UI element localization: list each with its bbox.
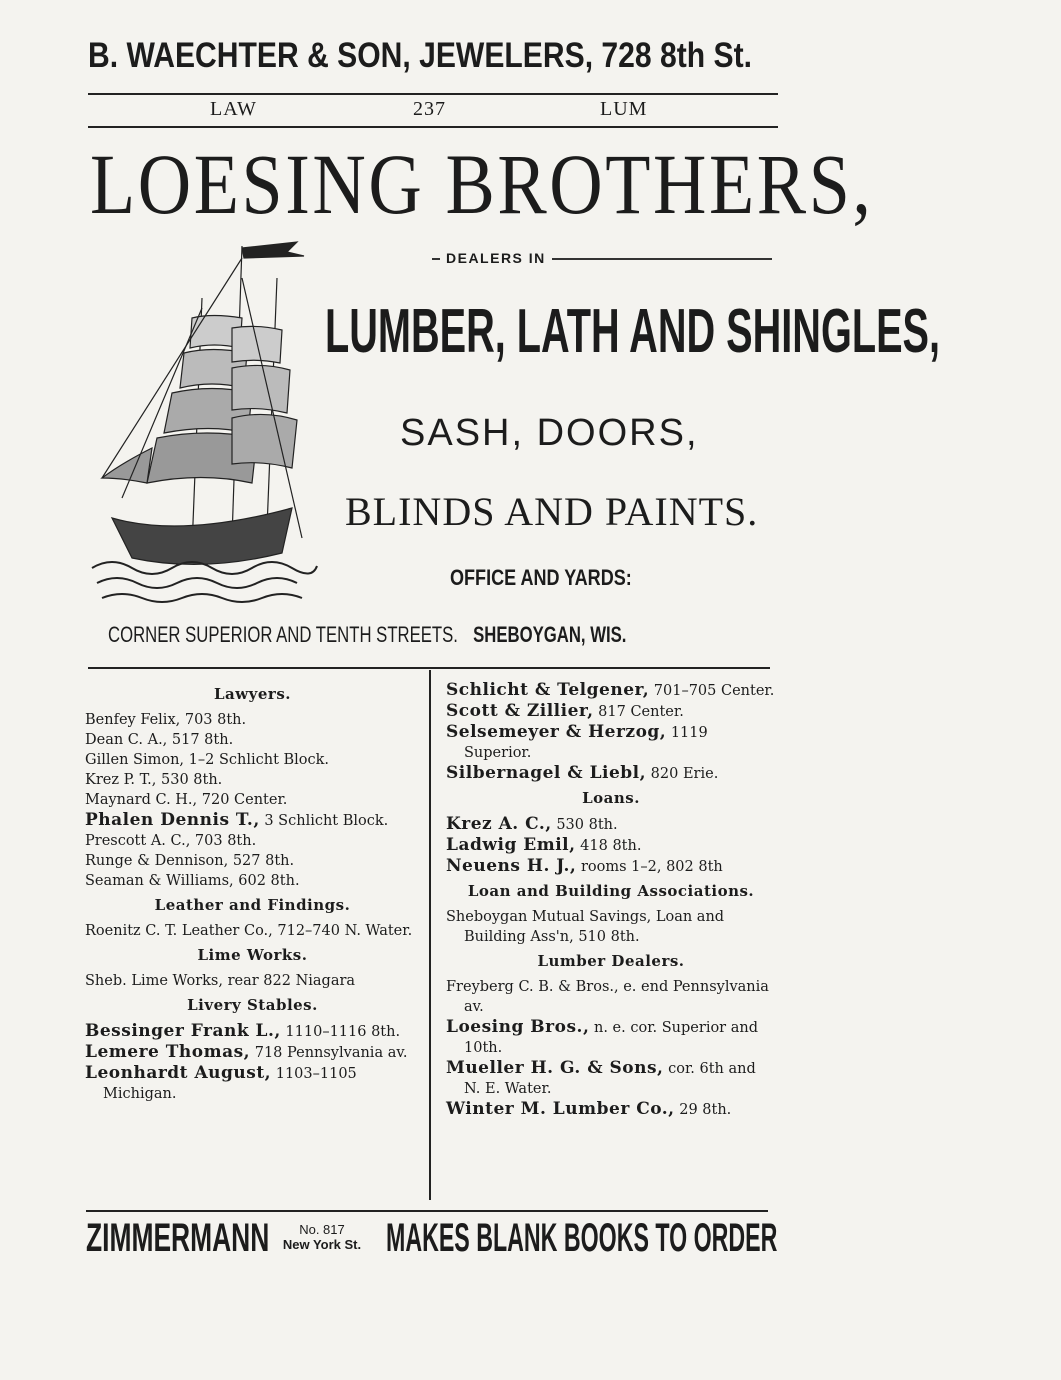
entry-address: 418 8th. [575,838,642,854]
ad-line-blinds: BLINDS AND PAINTS. [345,489,759,534]
ad-line-sash: SASH, DOORS, [400,412,699,454]
list-entry-bold [85,810,420,831]
right-column [446,680,776,1120]
list-entry: Krez P. T., 530 8th. [85,772,223,788]
list-entry: Prescott A. C., 703 8th. [85,833,257,849]
entry-name: Winter M. Lumber Co., [446,1099,675,1119]
section-heading: Livery Stables. [187,996,318,1014]
list-entry-bold [446,1099,776,1120]
list-entry-bold [85,1063,420,1104]
entry-name: Selsemeyer & Herzog, [446,722,667,742]
list-entry-bold [446,1017,776,1058]
section-heading: Lawyers. [213,685,291,703]
entry-name: Krez A. C., [446,814,552,834]
list-entry: Runge & Dennison, 527 8th. [85,853,295,869]
footer-company: ZIMMERMANN [86,1216,270,1260]
header-rule-top [88,93,778,95]
list-entry: Sheboygan Mutual Savings, Loan and Building Ass'n, 510 8th. [446,909,725,945]
ad-bottom-rule [88,667,770,669]
header-right-guide: LUM [600,98,648,120]
section-heading: Loans. [582,789,640,807]
list-entry: Maynard C. H., 720 Center. [85,792,288,808]
entry-address: 1110–1116 8th. [280,1024,401,1040]
ad-street: CORNER SUPERIOR AND TENTH STREETS. [108,622,458,647]
entry-address: 820 Erie. [646,766,719,782]
header-rule-bottom [88,126,778,128]
entry-address: 817 Center. [593,704,684,720]
entry-name: Ladwig Emil, [446,835,576,855]
list-entry-bold [446,835,776,856]
ad-line-lumber: LUMBER, LATH AND SHINGLES, [325,297,941,366]
list-entry: Sheb. Lime Works, rear 822 Niagara [85,973,356,989]
ad-dealers-in: DEALERS IN [440,250,552,266]
list-entry-bold [446,722,776,763]
entry-address: n. e. cor. Superior and 10th. [464,1020,758,1056]
left-column [85,680,420,1104]
entry-name: Lemere Thomas, [85,1042,251,1062]
footer-number: No. 817 [299,1222,345,1237]
entry-address: cor. 6th and N. E. Water. [464,1061,756,1097]
section-heading: Leather and Findings. [154,896,351,914]
entry-name: Mueller H. G. & Sons, [446,1058,664,1078]
column-divider [429,670,431,1200]
entry-name: Silbernagel & Liebl, [446,763,647,783]
list-entry: Benfey Felix, 703 8th. [85,712,247,728]
list-entry: Seaman & Williams, 602 8th. [85,873,300,889]
footer-slogan-wrap [386,1216,1061,1261]
entry-name: Bessinger Frank L., [85,1021,281,1041]
list-entry-bold [446,701,776,722]
list-entry-bold [85,1042,420,1063]
entry-name: Phalen Dennis T., [85,810,260,830]
section-heading: Lime Works. [197,946,308,964]
list-entry: Dean C. A., 517 8th. [85,732,234,748]
entry-name: Leonhardt August, [85,1063,272,1083]
entry-address: 3 Schlicht Block. [259,813,389,829]
footer-street: New York St. [282,1237,362,1252]
list-entry-bold [446,680,776,701]
section-heading: Loan and Building Associations. [467,882,755,900]
list-entry-bold [446,856,776,877]
section-heading: Lumber Dealers. [537,952,685,970]
list-entry: Gillen Simon, 1–2 Schlicht Block. [85,752,330,768]
list-entry-bold [446,1058,776,1099]
list-entry-bold [446,763,776,784]
entry-address: 530 8th. [551,817,618,833]
footer-rule [86,1210,768,1212]
entry-address: 29 8th. [674,1102,732,1118]
advertisement-banner: B. WAECHTER & SON, JEWELERS, 728 8th St. [88,36,752,75]
ad-company-name: LOESING BROTHERS, [90,136,874,232]
list-entry-bold [446,814,776,835]
page-number: 237 [413,98,446,120]
sailing-ship-icon [92,238,317,610]
list-entry-bold [85,1021,420,1042]
footer-name [86,1216,270,1261]
entry-address: 1103–1105 Michigan. [103,1066,357,1102]
ad-address [108,622,626,648]
entry-name: Scott & Zillier, [446,701,594,721]
ad-office: OFFICE AND YARDS: [450,565,632,590]
entry-address: rooms 1–2, 802 8th [576,859,723,875]
list-entry: Roenitz C. T. Leather Co., 712–740 N. Water. [85,923,413,939]
footer-address [262,1222,382,1252]
footer-slogan: MAKES BLANK BOOKS TO ORDER [386,1216,778,1260]
entry-name: Schlicht & Telgener, [446,680,650,700]
entry-address: 1119 Superior. [464,725,708,761]
entry-name: Loesing Bros., [446,1017,590,1037]
ad-city: SHEBOYGAN, WIS. [473,622,627,647]
header-left-guide: LAW [210,98,257,120]
entry-address: 718 Pennsylvania av. [250,1045,408,1061]
list-entry: Freyberg C. B. & Bros., e. end Pennsylvania av. [446,979,769,1015]
entry-address: 701–705 Center. [649,683,775,699]
entry-name: Neuens H. J., [446,856,577,876]
